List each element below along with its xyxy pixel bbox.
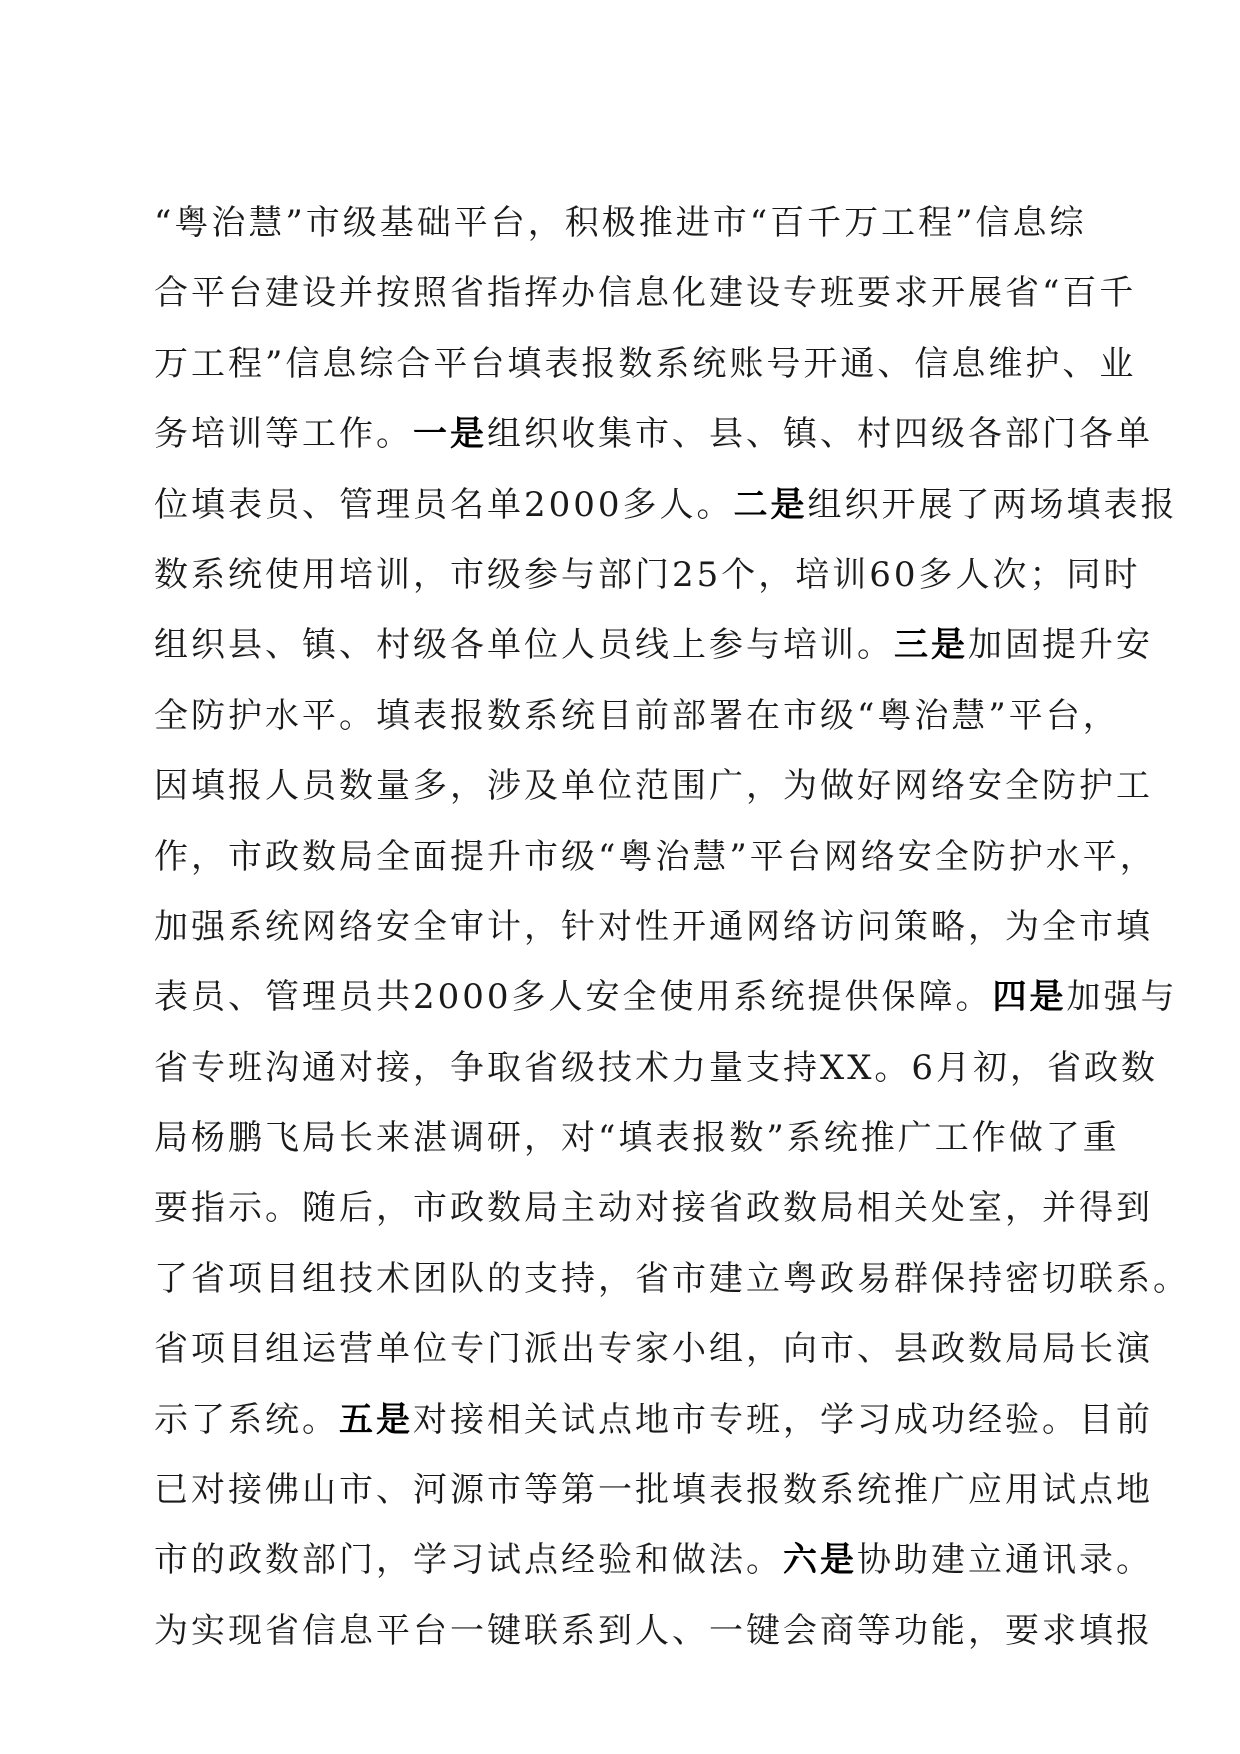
bold-keyword: 六是 (783, 1540, 857, 1581)
bold-keyword: 四是 (992, 977, 1067, 1018)
text-segment: 对接相关试点地市专班，学习成功经验。目前 (413, 1399, 1153, 1440)
text-segment: 组织收集市、县、镇、村四级各部门各单 (487, 414, 1153, 455)
text-line (154, 1385, 1153, 1455)
text-segment: 位填表员、管理员名单2000多人。 (154, 484, 734, 525)
bold-keyword: 二是 (733, 484, 808, 525)
text-line (154, 470, 1178, 540)
text-segment: 万工程”信息综合平台填表报数系统账号开通、信息维护、业 (154, 343, 1137, 384)
bold-keyword: 一是 (413, 414, 487, 455)
text-segment: 已对接佛山市、河源市等第一批填表报数系统推广应用试点地 (154, 1470, 1153, 1511)
text-segment: 因填报人员数量多，涉及单位范围广，为做好网络安全防护工 (154, 766, 1153, 807)
text-segment: 加强与 (1066, 977, 1178, 1018)
text-line (154, 1173, 1153, 1243)
text-segment: 局杨鹏飞局长来湛调研，对“填表报数”系统推广工作做了重 (154, 1118, 1120, 1159)
text-segment: “粤治慧”市级基础平台，积极推进市“百千万工程”信息综 (154, 203, 1087, 243)
text-segment: 加固提升安 (968, 625, 1153, 666)
text-line (154, 751, 1153, 821)
text-line (154, 258, 1137, 328)
text-segment: 协助建立通讯录。 (857, 1540, 1153, 1581)
text-segment: 了省项目组技术团队的支持，省市建立粤政易群保持密切联系。 (154, 1258, 1190, 1299)
text-segment: 示了系统。 (154, 1399, 339, 1440)
text-line (154, 892, 1153, 962)
text-segment: 数系统使用培训，市级参与部门25个，培训60多人次；同时 (154, 554, 1141, 595)
text-line (154, 1455, 1153, 1525)
text-segment: 省项目组运营单位专门派出专家小组，向市、县政数局局长演 (154, 1329, 1153, 1370)
text-segment: 为实现省信息平台一键联系到人、一键会商等功能，要求填报 (154, 1610, 1153, 1651)
text-line (154, 1525, 1153, 1595)
text-line (154, 1596, 1153, 1666)
text-line (154, 962, 1178, 1032)
text-segment: 省专班沟通对接，争取省级技术力量支持XX。6月初，省政数 (154, 1047, 1159, 1088)
text-segment: 市的政数部门，学习试点经验和做法。 (154, 1540, 783, 1581)
text-line (154, 822, 1157, 892)
text-line (154, 610, 1153, 680)
text-line (154, 540, 1141, 610)
text-line (154, 1244, 1190, 1314)
text-segment: 组织开展了两场填表报 (807, 484, 1178, 525)
body-paragraph (154, 188, 1190, 1666)
text-line (154, 1314, 1153, 1384)
text-segment: 组织县、镇、村级各单位人员线上参与培训。 (154, 625, 894, 666)
text-segment: 全防护水平。填表报数系统目前部署在市级“粤治慧”平台， (154, 695, 1120, 736)
text-segment: 务培训等工作。 (154, 414, 413, 455)
text-segment: 加强系统网络安全审计，针对性开通网络访问策略，为全市填 (154, 906, 1153, 947)
text-line (154, 1103, 1120, 1173)
text-line (154, 329, 1137, 399)
text-segment: 作，市政数局全面提升市级“粤治慧”平台网络安全防护水平， (154, 836, 1157, 877)
text-line (154, 399, 1153, 469)
bold-keyword: 三是 (894, 625, 968, 666)
text-line (154, 681, 1120, 751)
text-segment: 表员、管理员共2000多人安全使用系统提供保障。 (154, 977, 993, 1018)
bold-keyword: 五是 (339, 1399, 413, 1440)
text-line (154, 1033, 1159, 1103)
text-line (154, 188, 1094, 258)
text-segment: 要指示。随后，市政数局主动对接省政数局相关处室，并得到 (154, 1188, 1153, 1229)
text-segment: 合平台建设并按照省指挥办信息化建设专班要求开展省“百千 (154, 273, 1137, 314)
